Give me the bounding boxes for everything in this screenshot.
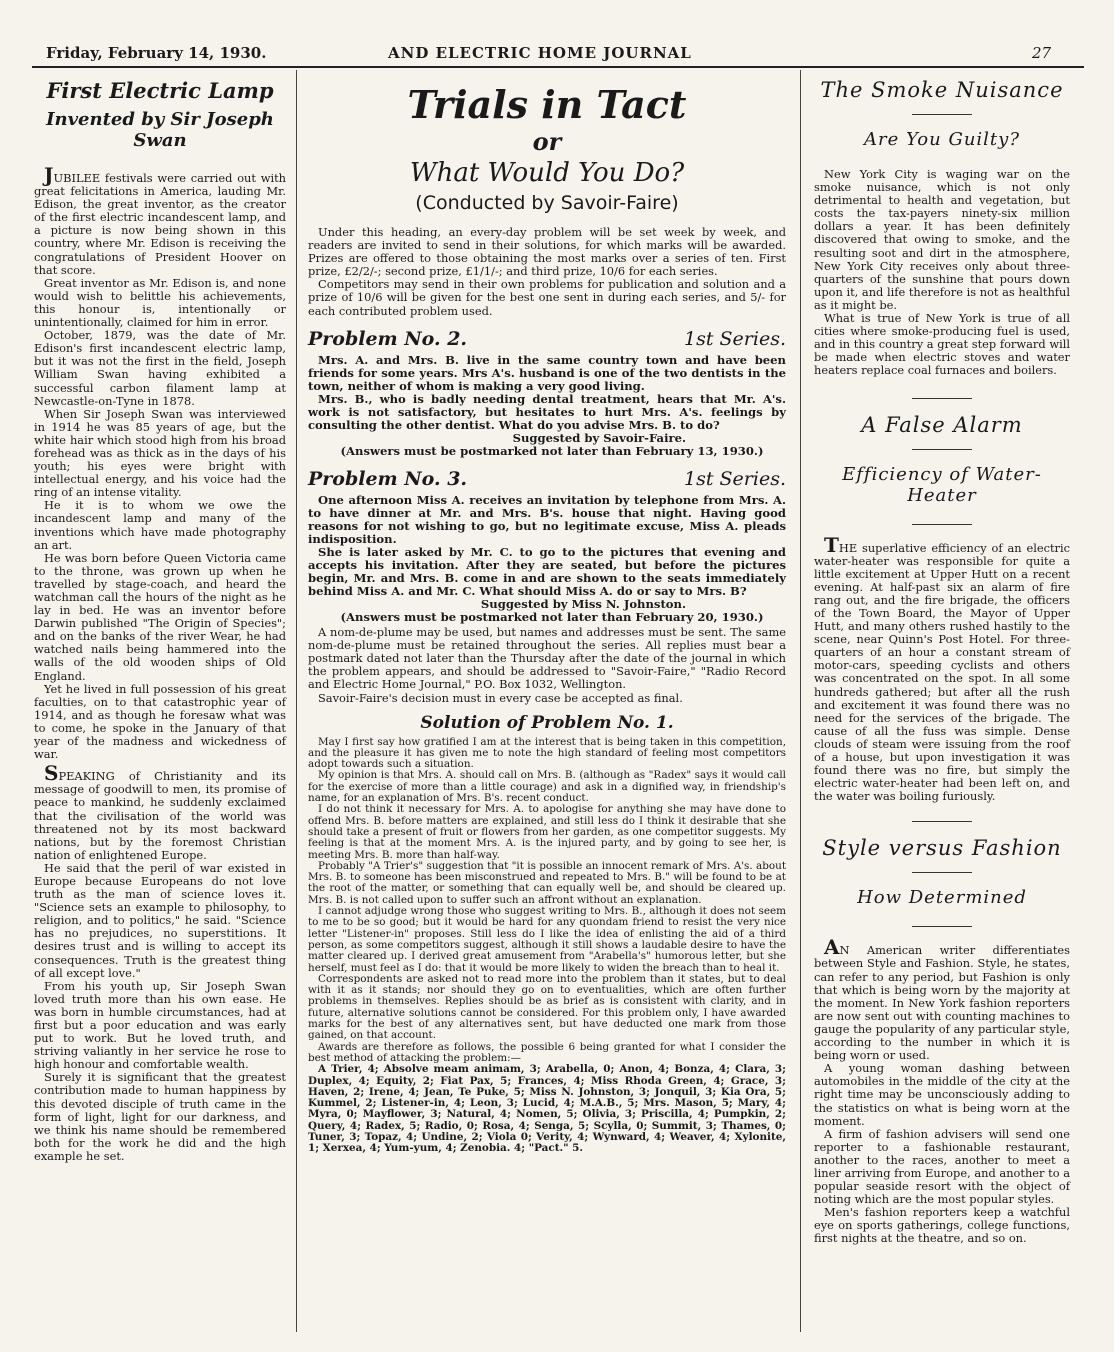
divider xyxy=(912,872,972,873)
divider xyxy=(912,821,972,822)
paragraph: SPEAKING of Christianity and its message of goodwill to men, its promise of peace to mankind, he suddenly exclaimed that the civilisation of the world was threatened not by its most backward nations, but by the foremost Christian nation of enlightened Europe. xyxy=(34,761,286,862)
problem-2-text: Mrs. A. and Mrs. B. live in the same country town and have been friends for some years. Mrs A's. husband is one of the two dentists in the town, neither of whom is making a very good living. xyxy=(308,352,786,393)
divider xyxy=(912,449,972,450)
column-right xyxy=(814,74,1070,1246)
problem-2-suggested: Suggested by Savoir-Faire. xyxy=(512,430,686,445)
solution-paragraph: Correspondents are asked not to read more into the problem than it states, but to deal with it as it stands; nor should they go on to eventualities, which are often further problems in themselves. Replies should be as brief as is consistent with clarity, and in future, alternative solutions cannot be considered. For this problem only, I have awarded marks for the best of any alternatives sent, but have deducted one mark from those gained, on that account. xyxy=(308,972,786,1042)
problem-3-text: She is later asked by Mr. C. to go to the pictures that evening and accepts his invitation. After they are seated, but before the pictures begin, Mr. and Mrs. B. come in and are shown to the seats immediately behind Miss A. and Mr. C. What should Miss A. do or say to Mrs. B? xyxy=(308,544,786,598)
problem-2-heading xyxy=(308,328,786,350)
problem-2-title: Problem No. 2. xyxy=(308,327,468,350)
divider xyxy=(912,398,972,399)
problem-3-title: Problem No. 3. xyxy=(308,467,468,490)
awards-list: A Trier, 4; Absolve meam animam, 3; Arabella, 0; Anon, 4; Bonza, 4; Clara, 3; Duplex, 4; Equity, 2; Fiat Pax, 5; Frances, 4; Miss Rhoda Green, 4; Grace, 3; Haven, 2; Irene, 4; Jean, Te Puke, 5; Miss N. Johnston, 3; Jonquil, 3; Kia Ora, 5; Kummel, 2; Listener-in, 4; Leon, 3; Lucid, 4; M.A.B., 5; Mrs. Mason, 5; Mary, 4; Myra, 0; Mayflower, 3; Natural, 4; Nomen, 5; Olivia, 3; Priscilla, 4; Pumpkin, 2; Query, 4; Radex, 5; Radio, 0; Rosa, 4; Senga, 5; Scylla, 0; Summit, 3; Thames, 0; Tuner, 3; Topaz, 4; Undine, 2; Viola 0; Verity, 4; Wynward, 4; Weaver, 4; Xylonite, 1; Xerxea, 4; Yum-yum, 4; Zenobia. 4; "Pact." 5. xyxy=(308,1063,786,1155)
problem-3-series: 1st Series. xyxy=(684,467,786,490)
paragraph: Great inventor as Mr. Edison is, and none would wish to belittle his achievements, this honour is, intentionally or unintentionally, claimed for him in error. xyxy=(34,275,286,330)
paragraph: Yet he lived in full possession of his great faculties, on to that catastrophic year of 1914, and as though he foresaw what was to come, he spoke in the January of that year of the madness and wickedness of war. xyxy=(34,681,286,762)
article-body-lamp xyxy=(34,163,286,1163)
column-divider-2 xyxy=(800,70,801,1332)
paragraph: What is true of New York is true of all cities where smoke-producing fuel is used, and in this country a great step forward will be made when electric stoves and water heaters replace coal furnaces and boilers. xyxy=(814,311,1070,378)
article-subtitle-smoke: Are You Guilty? xyxy=(864,129,1020,150)
feature-or: or xyxy=(532,127,562,156)
divider xyxy=(912,114,972,115)
paragraph: AN American writer differentiates between Style and Fashion. Style, he states, can refer to any period, but Fashion is only that which is being worn by the majority at the moment. In New York fashion reporters are now sent out with counting machines to gauge the popularity of any particular style, according to the number in which it is being worn or used. xyxy=(814,935,1070,1063)
solution-paragraph: Awards are therefore as follows, the possible 6 being granted for what I consider the best method of attacking the problem:— xyxy=(308,1040,786,1064)
paragraph: THE superlative efficiency of an electric water-heater was responsible for quite a little excitement at Upper Hutt on a recent evening. At half-past six an alarm of fire rang out, and the fire brigade, the officers of the Town Board, the Mayor of Upper Hutt, and many others rushed hastily to the scene, near Quinn's Post Hotel. For three-quarters of an hour a constant stream of motor-cars, speeding cyclists and others was concentrated on the spot. In all some hundreds gathered; but after all the rush and excitement it was found there was no need for the services of the brigade. The cause of all the fuss was simple. Dense clouds of steam were issuing from the roof of a house, but upon investigation it was found there was no fire, but simply the electric water-heater had been left on, and the water was boiling furiously. xyxy=(814,532,1070,804)
paragraph: He was born before Queen Victoria came to the throne, was grown up when he travelled by stage-coach, and heard the watchman call the hours of the night as he lay in bed. He was an inventor before Darwin published "The Origin of Species"; and on the banks of the river Wear, he had watched nails being hammered into the walls of the old wooden ships of Old England. xyxy=(34,550,286,683)
solution-paragraph: I cannot adjudge wrong those who suggest writing to Mrs. B., although it does not seem to me to be so good; but it would be hard for any quondam friend to resist the very nice letter "Listener-in" proposes. Still less do I like the idea of enlisting the aid of a third person, as some competitors suggest, although it still shows a laudable desire to have the matter cleared up. I derived great amusement from "Arabella's" humorous letter, but she herself, must feel as I do: that it would be more likely to widen the breach than to heal it. xyxy=(308,905,786,974)
solution-body xyxy=(308,737,786,1155)
divider xyxy=(912,926,972,927)
paragraph: Surely it is significant that the greatest contribution made to human happiness by this devoted disciple of truth came in the form of light, light for our darkness, and we think his name should be remembered both for the work he did and the high example he set. xyxy=(34,1070,286,1163)
problem-3-suggested: Suggested by Miss N. Johnston. xyxy=(480,596,686,611)
solution-paragraph: I do not think it necessary for Mrs. A. to apologise for anything she may have done to offend Mrs. B. before matters are explained, and still less do I think it desirable that she should take a present of fruit or flowers from her garden, as one competitor suggests. My feeling is that at the moment Mrs. A. is the injured party, and by going to see her, is meeting Mrs. B. more than half-way. xyxy=(308,803,786,861)
article-title-style: Style versus Fashion xyxy=(822,836,1062,861)
rules-paragraph: Savoir-Faire's decision must in every case be accepted as final. xyxy=(318,690,683,705)
problem-3-text: One afternoon Miss A. receives an invitation by telephone from Mrs. A. to have dinner at Mr. and Mrs. B's. house that night. Having good reasons for not wishing to go, but no legitimate excuse, Miss A. pleads indisposition. xyxy=(308,492,786,546)
header-journal-name: AND ELECTRIC HOME JOURNAL xyxy=(388,44,692,62)
article-title-smoke: The Smoke Nuisance xyxy=(820,78,1064,102)
paragraph: Men's fashion reporters keep a watchful eye on sports gatherings, college functions, first nights at the theatre, and so on. xyxy=(814,1205,1070,1246)
feature-subtitle: What Would You Do? xyxy=(409,158,685,188)
column-left xyxy=(34,74,286,1163)
paragraph: JUBILEE festivals were carried out with great felicitations in America, lauding Mr. Edison, the great inventor, as the creator of the first electric incandescent lamp, and a picture is now being shown in this country, where Mr. Edison is receiving the congratulations of President Hoover on that score. xyxy=(34,163,286,277)
paragraph: When Sir Joseph Swan was interviewed in 1914 he was 85 years of age, but the white hair which stood high from his broad forehead was as thick as in the days of his youth; his eyes were bright with intellectual energy, and his voice had the ring of an intense vitality. xyxy=(34,406,286,500)
header-page-number: 27 xyxy=(1032,44,1052,62)
paragraph: He it is to whom we owe the incandescent lamp and many of the inventions which have made photography an art. xyxy=(34,498,286,552)
problem-2-series: 1st Series. xyxy=(684,327,786,350)
article-title-lamp: First Electric Lamp xyxy=(46,78,274,103)
problem-2-deadline: (Answers must be postmarked not later than February 13, 1930.) xyxy=(340,443,764,458)
article-subtitle-alarm: Efficiency of Water-Heater xyxy=(842,463,1042,506)
paragraph: October, 1879, was the date of Mr. Edison's first incandescent electric lamp, but it was not the first in the field, Joseph William Swan having exhibited a successful carbon filament lamp at Newcastle-on-Tyne in 1878. xyxy=(34,328,286,408)
intro-paragraph: Competitors may send in their own problems for publication and solution and a prize of 10/6 will be given for the best one sent in during each series, and 5/- for each contributed problem used. xyxy=(308,277,786,318)
divider xyxy=(912,524,972,525)
paragraph: A young woman dashing between automobiles in the middle of the city at the right time may be unconsciously adding to the statistics on what is being worn at the moment. xyxy=(814,1061,1070,1128)
paragraph: A firm of fashion advisers will send one reporter to a fashionable restaurant, another to the races, another to meet a liner arriving from Europe, and another to a popular seaside resort with the object of noting which are the most popular styles. xyxy=(814,1126,1070,1207)
article-title-alarm: A False Alarm xyxy=(861,412,1023,437)
feature-byline: (Conducted by Savoir-Faire) xyxy=(415,192,679,214)
column-divider-1 xyxy=(296,70,297,1332)
solution-paragraph: May I first say how gratified I am at the interest that is being taken in this competition, and the pleasure it has given me to note the high standard of feeling most competitors adopt towards such a situation. xyxy=(308,735,786,771)
intro-paragraph: Under this heading, an every-day problem will be set week by week, and readers are invited to send in their solutions, for which marks will be awarded. Prizes are offered to those obtaining the most marks over a series of ten. First prize, £2/2/-; second prize, £1/1/-; and third prize, 10/6 for each series. xyxy=(308,225,786,279)
problem-3-heading xyxy=(308,468,786,490)
column-center xyxy=(308,74,786,1155)
problem-2-text: Mrs. B., who is badly needing dental treatment, hears that Mr. A's. work is not satisfactory, but hesitates to hurt Mrs. A's. feelings by consulting the other dentist. What do you advise Mrs. B. to do? xyxy=(308,391,786,432)
article-subtitle-style: How Determined xyxy=(857,887,1027,909)
paragraph: He said that the peril of war existed in Europe because Europeans do not love truth as the man of science loves it. "Science sets an example to philosophy, to religion, and to politics," he said. "Science has no prejudices, no superstitions. It desires trust and is willing to accept its consequences. Truth is the greatest thing of all except love." xyxy=(34,860,286,980)
solution-title: Solution of Problem No. 1. xyxy=(420,712,674,733)
header-rule xyxy=(32,66,1084,68)
paragraph: New York City is waging war on the smoke nuisance, which is not only detrimental to health and vegetation, but costs the tax-payers ninety-six million dollars a year. It has been definitely discovered that owing to smoke, and the resulting soot and dirt in the atmosphere, New York City receives only about three-quarters of the sunshine that pours down upon it, and life therefore is not as healthful as it might be. xyxy=(814,167,1070,312)
paragraph: From his youth up, Sir Joseph Swan loved truth more than his own ease. He was born in humble circumstances, had at first but a poor education and was early put to work. But he loved truth, and striving valiantly in her service he rose to high honour and comfortable wealth. xyxy=(34,978,286,1072)
solution-paragraph: Probably "A Trier's" suggestion that "it is possible an innocent remark of Mrs. A's. about Mrs. B. to someone has been misconstrued and repeated to Mrs. B." will be found to be at the root of the matter, or something that can equally well be, and should be cleared up. Mrs. B. is not called upon to suffer such an affront without an explanation. xyxy=(308,859,786,906)
solution-paragraph: My opinion is that Mrs. A. should call on Mrs. B. (although as "Radex" says it would call for the exercise of more than a little courage) and ask in a dignified way, in friendship's name, for an explanation of Mrs. B's. recent conduct. xyxy=(308,769,786,805)
rules-paragraph: A nom-de-plume may be used, but names and addresses must be sent. The same nom-de-plume must be retained throughout the series. All replies must bear a postmark dated not later than the Thursday after the date of the journal in which the problem appears, and should be addressed to "Savoir-Faire," "Radio Record and Electric Home Journal," P.O. Box 1032, Wellington. xyxy=(308,625,786,692)
feature-title: Trials in Tact xyxy=(407,82,687,127)
article-subtitle-lamp: Invented by Sir Joseph Swan xyxy=(46,109,274,151)
problem-3-deadline: (Answers must be postmarked not later than February 20, 1930.) xyxy=(340,609,764,624)
header-date: Friday, February 14, 1930. xyxy=(46,44,267,62)
